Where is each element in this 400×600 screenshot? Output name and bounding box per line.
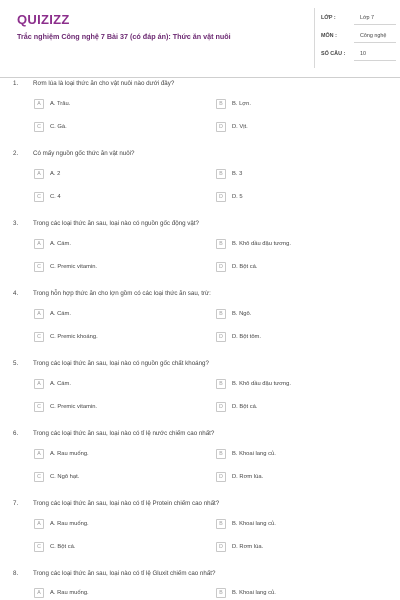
option-letter-box: C — [34, 542, 44, 552]
option-b[interactable] — [216, 379, 386, 389]
option-letter-box: B — [216, 99, 226, 109]
option-a[interactable] — [34, 309, 204, 319]
meta-value: Lớp 7 — [360, 15, 375, 21]
meta-panel — [314, 8, 390, 68]
question-number: 5. — [13, 360, 19, 367]
option-text: A. Rau muống. — [50, 450, 89, 457]
option-b[interactable] — [216, 519, 386, 529]
option-letter-box: D — [216, 542, 226, 552]
option-text: A. Cám. — [50, 240, 71, 247]
question-text: Trong các loại thức ăn sau, loại nào có tỉ lệ Protein chiếm cao nhất? — [33, 500, 220, 507]
option-d[interactable] — [216, 542, 386, 552]
option-d[interactable] — [216, 192, 386, 202]
option-c[interactable] — [34, 192, 204, 202]
option-letter-box: C — [34, 262, 44, 272]
option-letter-box: B — [216, 309, 226, 319]
option-letter-box: B — [216, 379, 226, 389]
option-b[interactable] — [216, 449, 386, 459]
option-c[interactable] — [34, 472, 204, 482]
option-text: A. Cám. — [50, 310, 71, 317]
meta-row-subject — [321, 30, 393, 44]
option-text: B. Ngô. — [232, 310, 252, 317]
meta-underline — [354, 60, 396, 61]
question-text: Rơm lúa là loại thức ăn cho vật nuôi nào dưới đây? — [33, 80, 175, 87]
option-letter-box: B — [216, 169, 226, 179]
option-letter-box: C — [34, 402, 44, 412]
option-letter-box: A — [34, 519, 44, 529]
option-text: D. Bột tôm. — [232, 333, 261, 340]
option-text: A. Cám. — [50, 380, 71, 387]
quizizz-logo: QUIZIZZ — [17, 12, 70, 27]
option-a[interactable] — [34, 519, 204, 529]
question-text: Trong các loại thức ăn sau, loại nào có tỉ lệ nước chiếm cao nhất? — [33, 430, 215, 437]
option-text: B. Khoai lang củ. — [232, 450, 276, 457]
option-text: C. Gà. — [50, 123, 67, 130]
question-number: 6. — [13, 430, 19, 437]
worksheet-title: Trắc nghiệm Công nghệ 7 Bài 37 (có đáp án): Thức ăn vật nuôi — [17, 32, 231, 41]
option-text: A. Rau muống. — [50, 589, 89, 596]
option-letter-box: C — [34, 332, 44, 342]
option-letter-box: B — [216, 519, 226, 529]
option-text: A. Rau muống. — [50, 520, 89, 527]
option-text: C. Premic khoáng. — [50, 333, 98, 340]
option-a[interactable] — [34, 588, 204, 598]
option-c[interactable] — [34, 262, 204, 272]
option-letter-box: D — [216, 332, 226, 342]
option-b[interactable] — [216, 239, 386, 249]
option-d[interactable] — [216, 402, 386, 412]
option-letter-box: A — [34, 239, 44, 249]
option-text: C. Premic vitamin. — [50, 263, 98, 270]
question-text: Có mấy nguồn gốc thức ăn vật nuôi? — [33, 150, 135, 157]
option-letter-box: C — [34, 122, 44, 132]
option-d[interactable] — [216, 332, 386, 342]
option-c[interactable] — [34, 402, 204, 412]
meta-key: MÔN : — [321, 33, 337, 39]
option-b[interactable] — [216, 169, 386, 179]
question-number: 8. — [13, 570, 19, 577]
question-text: Trong các loại thức ăn sau, loại nào có nguồn gốc động vật? — [33, 220, 199, 227]
option-c[interactable] — [34, 332, 204, 342]
option-text: B. Khoai lang củ. — [232, 520, 276, 527]
option-text: A. 2 — [50, 170, 61, 177]
option-letter-box: D — [216, 262, 226, 272]
option-text: B. Lợn. — [232, 100, 251, 107]
question-text: Trong các loại thức ăn sau, loại nào có nguồn gốc chất khoáng? — [33, 360, 209, 367]
option-letter-box: B — [216, 239, 226, 249]
option-text: D. Rơm lúa. — [232, 473, 264, 480]
option-d[interactable] — [216, 262, 386, 272]
option-text: B. Khoai lang củ. — [232, 589, 276, 596]
option-text: C. Premic vitamin. — [50, 403, 98, 410]
option-text: D. Rơm lúa. — [232, 543, 264, 550]
question-text: Trong hỗn hợp thức ăn cho lợn gồm có các loại thức ăn sau, trừ: — [33, 290, 211, 297]
option-letter-box: A — [34, 169, 44, 179]
option-text: C. Ngô hạt. — [50, 473, 80, 480]
question-3 — [0, 220, 400, 290]
meta-row-count — [321, 48, 393, 62]
option-c[interactable] — [34, 542, 204, 552]
option-text: D. Vịt. — [232, 123, 248, 130]
option-text: D. 5 — [232, 193, 243, 200]
option-b[interactable] — [216, 588, 386, 598]
option-text: C. 4 — [50, 193, 61, 200]
option-text: D. Bột cá. — [232, 263, 258, 270]
question-number: 7. — [13, 500, 19, 507]
option-letter-box: A — [34, 588, 44, 598]
meta-underline — [354, 42, 396, 43]
question-7 — [0, 500, 400, 570]
option-text: A. Trâu. — [50, 100, 71, 107]
option-a[interactable] — [34, 169, 204, 179]
option-letter-box: B — [216, 588, 226, 598]
option-b[interactable] — [216, 309, 386, 319]
meta-row-class — [321, 12, 393, 26]
question-number: 1. — [13, 80, 19, 87]
option-b[interactable] — [216, 99, 386, 109]
option-c[interactable] — [34, 122, 204, 132]
option-text: B. Khô dầu đậu tương. — [232, 240, 291, 247]
meta-value: Công nghệ — [360, 33, 387, 39]
option-text: B. 3 — [232, 170, 243, 177]
question-number: 2. — [13, 150, 19, 157]
option-a[interactable] — [34, 99, 204, 109]
question-text: Trong các loại thức ăn sau, loại nào có tỉ lệ Gluxit chiếm cao nhất? — [33, 570, 216, 577]
question-8 — [0, 570, 400, 600]
meta-key: LỚP : — [321, 15, 336, 21]
option-text: B. Khô dầu đậu tương. — [232, 380, 291, 387]
option-letter-box: C — [34, 192, 44, 202]
question-5 — [0, 360, 400, 430]
meta-underline — [354, 24, 396, 25]
option-letter-box: A — [34, 309, 44, 319]
meta-value: 10 — [360, 51, 366, 57]
question-number: 3. — [13, 220, 19, 227]
option-text: D. Bột cá. — [232, 403, 258, 410]
question-1 — [0, 80, 400, 150]
question-6 — [0, 430, 400, 500]
option-letter-box: A — [34, 449, 44, 459]
option-letter-box: A — [34, 379, 44, 389]
option-a[interactable] — [34, 379, 204, 389]
meta-key: SỐ CÂU : — [321, 51, 346, 57]
option-d[interactable] — [216, 472, 386, 482]
option-a[interactable] — [34, 449, 204, 459]
option-letter-box: B — [216, 449, 226, 459]
question-4 — [0, 290, 400, 360]
question-number: 4. — [13, 290, 19, 297]
question-2 — [0, 150, 400, 220]
option-text: C. Bột cá. — [50, 543, 76, 550]
option-letter-box: C — [34, 472, 44, 482]
option-letter-box: A — [34, 99, 44, 109]
option-a[interactable] — [34, 239, 204, 249]
worksheet-header — [0, 0, 400, 78]
option-letter-box: D — [216, 472, 226, 482]
option-letter-box: D — [216, 402, 226, 412]
option-d[interactable] — [216, 122, 386, 132]
option-letter-box: D — [216, 122, 226, 132]
option-letter-box: D — [216, 192, 226, 202]
